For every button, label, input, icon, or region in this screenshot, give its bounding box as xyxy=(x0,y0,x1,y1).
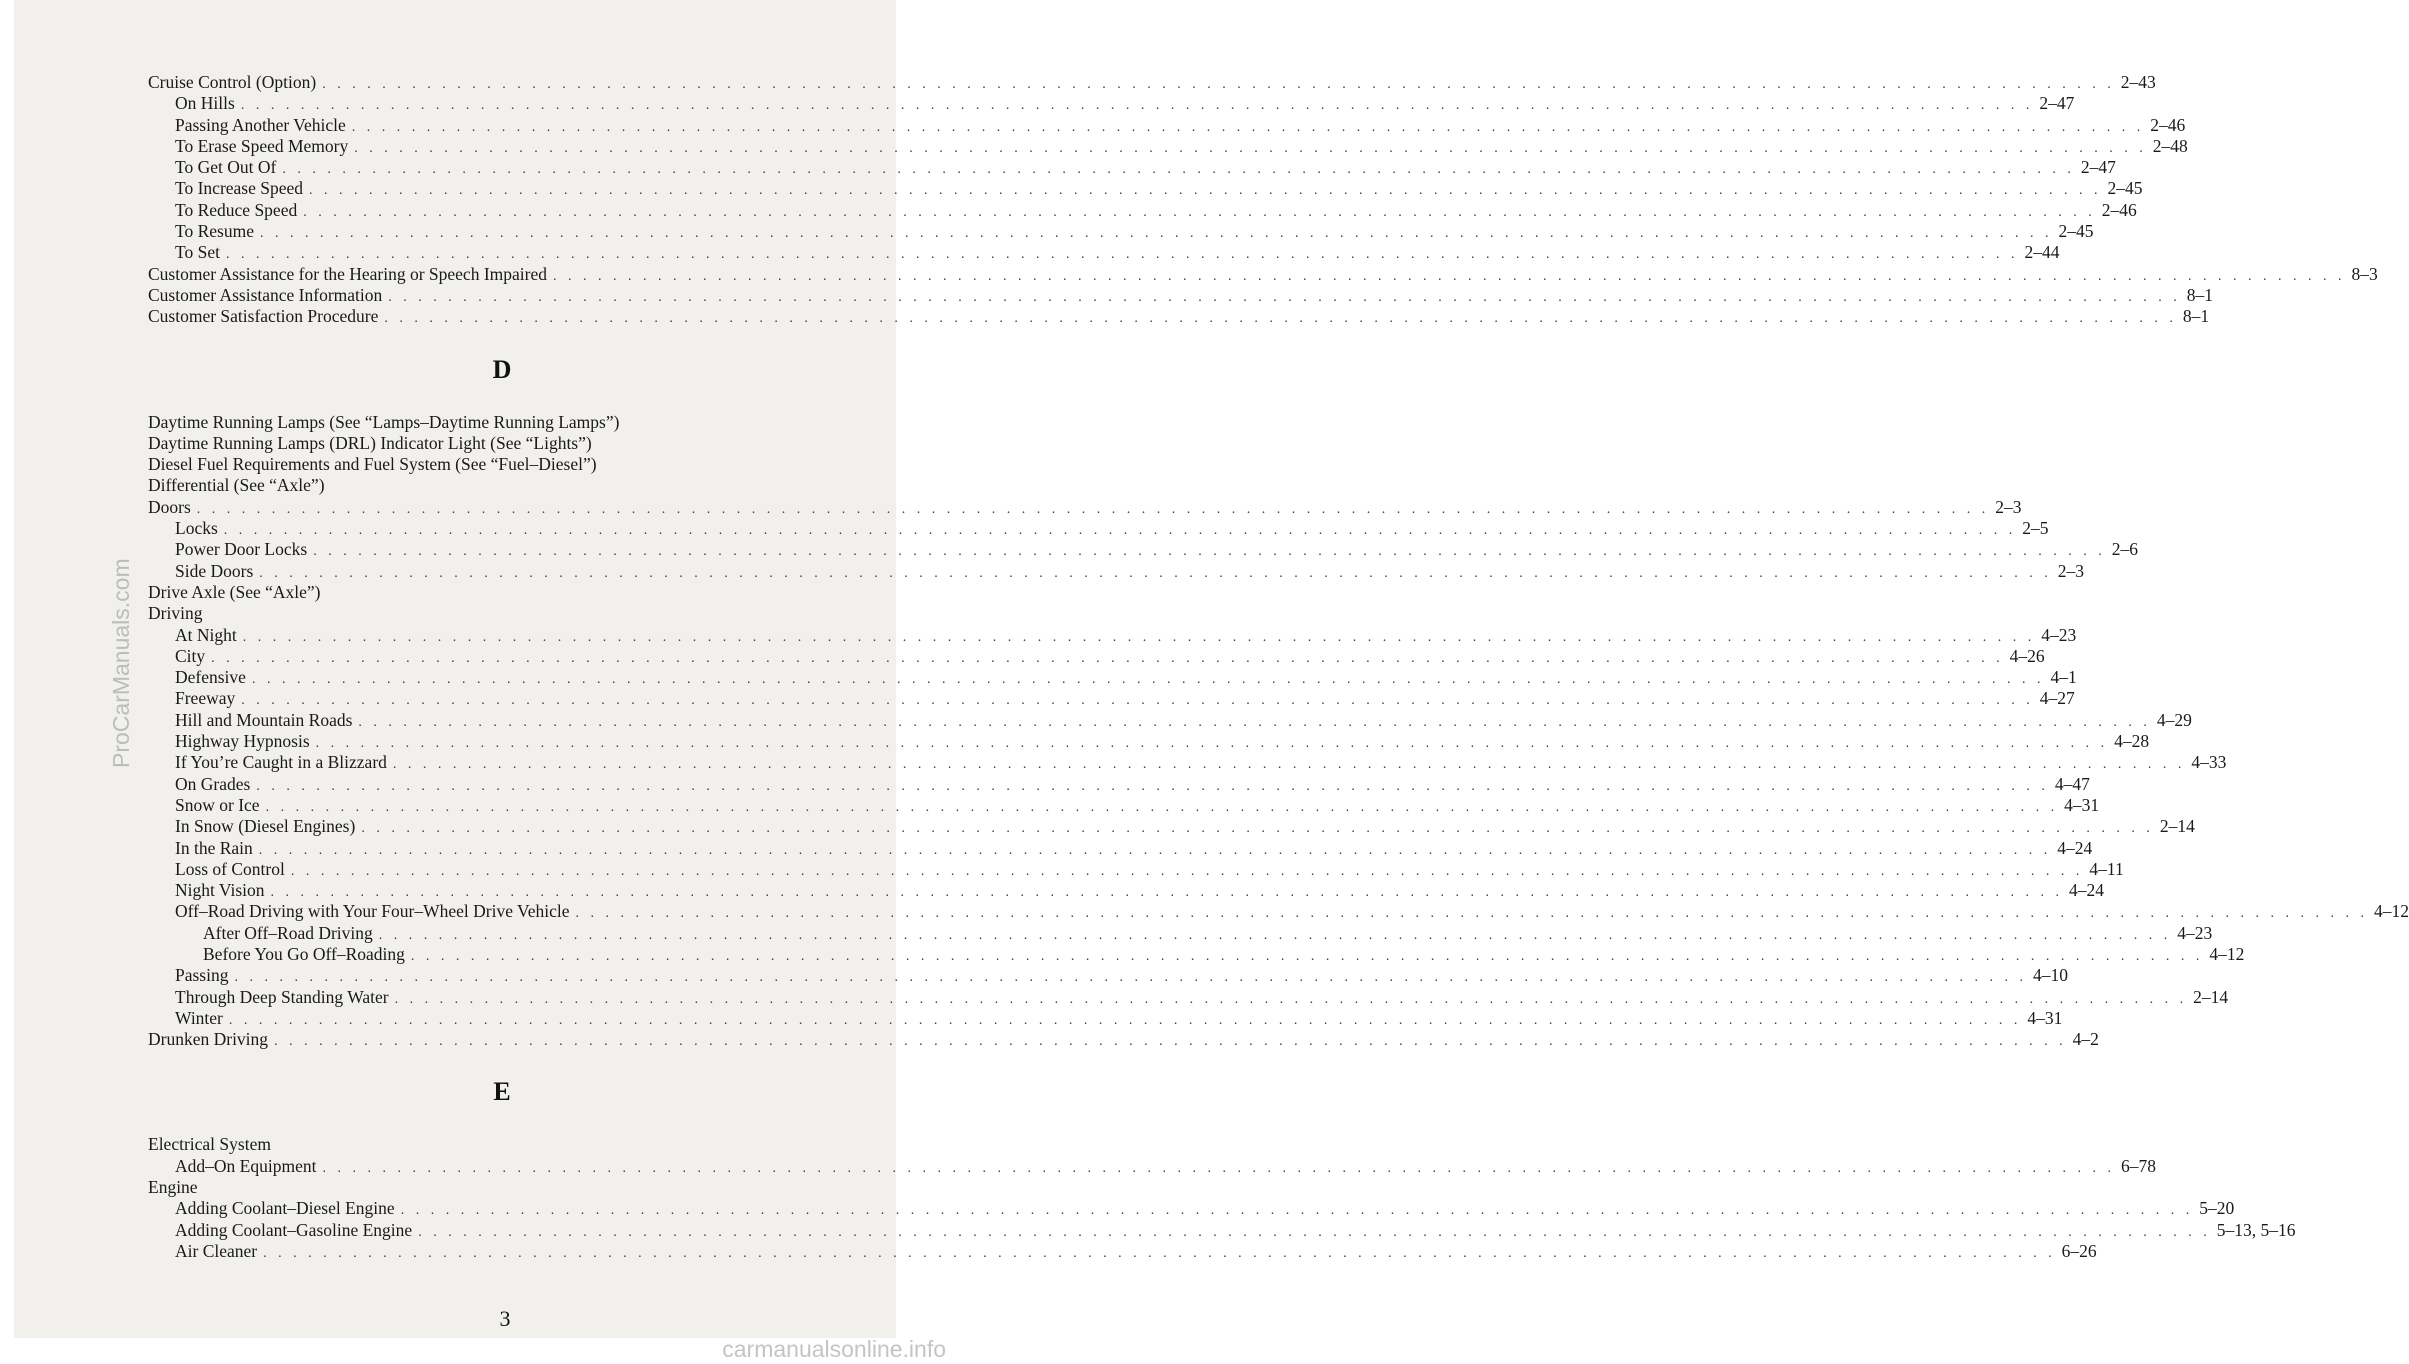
index-entry xyxy=(148,284,2214,306)
entry-page-ref: 4–31 xyxy=(2027,1007,2063,1028)
entry-page-ref: 4–26 xyxy=(2009,645,2045,666)
entry-label: Cruise Control (Option) xyxy=(148,72,317,92)
entry-page-ref: 2–47 xyxy=(2039,93,2075,114)
dot-leader: . . . . . . . . . . . . . . . . . . . . . . . . . . . . . . . . . . . . . . . . . . . . . . . . . . . . . . . . . . . . . . . . . . . . . . . . . . . . . . . . . . . . . . . . . . . . . . . . . . . . . . . . . . . . . . . . . . . . . . . . xyxy=(259,565,2052,581)
entry-label: Daytime Running Lamps (DRL) Indicator Light (See “Lights”) xyxy=(148,432,592,453)
entry-page-ref: 4–11 xyxy=(2089,858,2124,879)
entry-label: Highway Hypnosis xyxy=(175,731,310,752)
dot-leader: . . . . . . . . . . . . . . . . . . . . . . . . . . . . . . . . . . . . . . . . . . . . . . . . . . . . . . . . . . . . . . . . . . . . . . . . . . . . . . . . . . . . . . . . . . . . . . . . . . . . . . . . . . . . . . . . . . . . . . . . xyxy=(392,757,2186,773)
entry-page-ref: 4–27 xyxy=(2039,688,2075,709)
entry-label: Daytime Running Lamps (See “Lamps–Daytime Running Lamps”) xyxy=(148,411,620,432)
dot-leader: . . . . . . . . . . . . . . . . . . . . . . . . . . . . . . . . . . . . . . . . . . . . . . . . . . . . . . . . . . . . . . . . . . . . . . . . . . . . . . . . . . . . . . . . . . . . . . . . . . . . . . . . . . . . . . . . . . . . . . . . xyxy=(394,991,2188,1007)
entry-page-ref: 4–28 xyxy=(2114,731,2150,752)
entry-label: Power Door Locks xyxy=(175,539,308,560)
entry-page-ref: 4–23 xyxy=(2177,922,2213,943)
dot-leader: . . . . . . . . . . . . . . . . . . . . . . . . . . . . . . . . . . . . . . . . . . . . . . . . . . . . . . . . . . . . . . . . . . . . . . . . . . . . . . . . . . . . . . . . . . . . . . . . . . . . . . . . . . . . . . . . . . . . . . . . xyxy=(259,226,2053,242)
entry-label: Hill and Mountain Roads xyxy=(175,709,353,730)
entry-page-ref: 2–14 xyxy=(2159,816,2195,837)
dot-leader: . . . . . . . . . . . . . . . . . . . . . . . . . . . . . . . . . . . . . . . . . . . . . . . . . . . . . . . . . . . . . . . . . . . . . . . . . . . . . . . . . . . . . . . . . . . . . . . . . . . . . . . . . . . . . . . . . . . . . . . . xyxy=(263,1245,2056,1261)
watermark-procarmanuals: ProCarManuals.com xyxy=(108,558,134,768)
entry-page-ref: 4–24 xyxy=(2057,837,2093,858)
entry-label: Passing xyxy=(175,965,229,986)
section-letter: E xyxy=(493,1077,511,1107)
entry-page-ref: 8–1 xyxy=(2182,306,2210,327)
index-entry xyxy=(148,199,2137,221)
index-entry xyxy=(148,1219,2296,1241)
entry-page-ref: 2–48 xyxy=(2152,135,2188,156)
entry-page-ref: 2–47 xyxy=(2080,157,2116,178)
index-entry xyxy=(148,539,2138,560)
entry-page-ref: 4–31 xyxy=(2064,794,2100,815)
entry-label: City xyxy=(175,645,206,666)
dot-leader: . . . . . . . . . . . . . . . . . . . . . . . . . . . . . . . . . . . . . . . . . . . . . . . . . . . . . . . . . . . . . . . . . . . . . . . . . . . . . . . . . . . . . . . . . . . . . . . . . . . . . . . . . . . . . . . . . . . . . . . . xyxy=(309,183,2102,199)
dot-leader: . . . . . . . . . . . . . . . . . . . . . . . . . . . . . . . . . . . . . . . . . . . . . . . . . . . . . . . . . . . . . . . . . . . . . . . . . . . . . . . . . . . . . . . . . . . . . . . . . . . . . . . . . . . . . . . . . . . . . . . . xyxy=(400,1203,2194,1219)
index-entry xyxy=(148,1134,856,1155)
index-entry xyxy=(148,943,2245,965)
entry-page-ref: 4–33 xyxy=(2191,752,2227,773)
index-entry xyxy=(148,157,2116,178)
entry-page-ref: 6–78 xyxy=(2120,1155,2156,1176)
index-entry xyxy=(148,603,856,624)
entry-label: If You’re Caught in a Blizzard xyxy=(175,752,387,773)
dot-leader: . . . . . . . . . . . . . . . . . . . . . . . . . . . . . . . . . . . . . . . . . . . . . . . . . . . . . . . . . . . . . . . . . . . . . . . . . . . . . . . . . . . . . . . . . . . . . . . . . . . . . . . . . . . . . . . . . . . . . . . . xyxy=(223,523,2017,539)
dot-leader: . . . . . . . . . . . . . . . . . . . . . . . . . . . . . . . . . . . . . . . . . . . . . . . . . . . . . . . . . . . . . . . . . . . . . . . . . . . . . . . . . . . . . . . . . . . . . . . . . . . . . . . . . . . . . . . . . . . . . . . . xyxy=(354,140,2147,156)
index-entry xyxy=(148,731,2150,752)
entry-page-ref: 2–44 xyxy=(2024,242,2060,263)
dot-leader: . . . . . . . . . . . . . . . . . . . . . . . . . . . . . . . . . . . . . . . . . . . . . . . . . . . . . . . . . . . . . . . . . . . . . . . . . . . . . . . . . . . . . . . . . . . . . . . . . . . . . . . . . . . . . . . . . . . . . . . . xyxy=(322,77,2115,92)
dot-leader: . . . . . . . . . . . . . . . . . . . . . . . . . . . . . . . . . . . . . . . . . . . . . . . . . . . . . . . . . . . . . . . . . . . . . . . . . . . . . . . . . . . . . . . . . . . . . . . . . . . . . . . . . . . . . . . . . . . . . . . . xyxy=(251,672,2045,688)
entry-label: Customer Satisfaction Procedure xyxy=(148,306,379,327)
entry-page-ref: 2–45 xyxy=(2058,221,2094,242)
entry-label: Driving xyxy=(148,603,203,624)
watermark-carmanualsonline: carmanualsonline.info xyxy=(722,1336,946,1362)
entry-label: Adding Coolant–Gasoline Engine xyxy=(175,1219,413,1240)
entry-label: Customer Assistance for the Hearing or Speech Impaired xyxy=(148,263,547,284)
index-entry xyxy=(148,518,2049,539)
dot-leader: . . . . . . . . . . . . . . . . . . . . . . . . . . . . . . . . . . . . . . . . . . . . . . . . . . . . . . . . . . . . . . . . . . . . . . . . . . . . . . . . . . . . . . . . . . . . . . . . . . . . . . . . . . . . . . . . . . . . . . . . xyxy=(351,119,2145,135)
index-content xyxy=(148,72,2409,1262)
dot-leader: . . . . . . . . . . . . . . . . . . . . . . . . . . . . . . . . . . . . . . . . . . . . . . . . . . . . . . . . . . . . . . . . . . . . . . . . . . . . . . . . . . . . . . . . . . . . . . . . . . . . . . . . . . . . . . . . . . . . . . . . xyxy=(270,885,2064,901)
entry-label: Adding Coolant–Diesel Engine xyxy=(175,1198,395,1219)
index-entry xyxy=(148,263,2378,285)
index-entry xyxy=(148,688,2075,709)
dot-leader: . . . . . . . . . . . . . . . . . . . . . . . . . . . . . . . . . . . . . . . . . . . . . . . . . . . . . . . . . . . . . . . . . . . . . . . . . . . . . . . . . . . . . . . . . . . . . . . . . . . . . . . . . . . . . . . . . . . . . . . . xyxy=(234,970,2027,986)
entry-label: On Hills xyxy=(175,93,235,114)
dot-leader: . . . . . . . . . . . . . . . . . . . . . . . . . . . . . . . . . . . . . . . . . . . . . . . . . . . . . . . . . . . . . . . . . . . . . . . . . . . . . . . . . . . . . . . . . . . . . . . . . . . . . . . . . . . . . . . . . . . . . . . . xyxy=(410,948,2204,964)
dot-leader: . . . . . . . . . . . . . . . . . . . . . . . . . . . . . . . . . . . . . . . . . . . . . . . . . . . . . . . . . . . . . . . . . . . . . . . . . . . . . . . . . . . . . . . . . . . . . . . . . . . . . . . . . . . . . . . . . . . . . . . . xyxy=(196,501,1990,517)
entry-label: Night Vision xyxy=(175,880,265,901)
entry-label: Before You Go Off–Roading xyxy=(203,943,405,964)
dot-leader: . . . . . . . . . . . . . . . . . . . . . . . . . . . . . . . . . . . . . . . . . . . . . . . . . . . . . . . . . . . . . . . . . . . . . . . . . . . . . . . . . . . . . . . . . . . . . . . . . . . . . . . . . . . . . . . . . . . . . . . . xyxy=(265,799,2059,815)
entry-page-ref: 2–5 xyxy=(2022,518,2049,539)
index-entry xyxy=(148,496,2022,518)
entry-page-ref: 4–23 xyxy=(2041,624,2077,645)
entry-label: Passing Another Vehicle xyxy=(175,114,346,135)
index-entry xyxy=(148,454,856,475)
dot-leader: . . . . . . . . . . . . . . . . . . . . . . . . . . . . . . . . . . . . . . . . . . . . . . . . . . . . . . . . . . . . . . . . . . . . . . . . . . . . . . . . . . . . . . . . . . . . . . . . . . . . . . . . . . . . . . . . . . . . . . . . xyxy=(282,162,2075,178)
dot-leader: . . . . . . . . . . . . . . . . . . . . . . . . . . . . . . . . . . . . . . . . . . . . . . . . . . . . . . . . . . . . . . . . . . . . . . . . . . . . . . . . . . . . . . . . . . . . . . . . . . . . . . . . . . . . . . . . . . . . . . . . xyxy=(575,906,2369,922)
dot-leader: . . . . . . . . . . . . . . . . . . . . . . . . . . . . . . . . . . . . . . . . . . . . . . . . . . . . . . . . . . . . . . . . . . . . . . . . . . . . . . . . . . . . . . . . . . . . . . . . . . . . . . . . . . . . . . . . . . . . . . . . xyxy=(552,268,2346,284)
dot-leader: . . . . . . . . . . . . . . . . . . . . . . . . . . . . . . . . . . . . . . . . . . . . . . . . . . . . . . . . . . . . . . . . . . . . . . . . . . . . . . . . . . . . . . . . . . . . . . . . . . . . . . . . . . . . . . . . . . . . . . . . xyxy=(303,204,2096,220)
index-entry xyxy=(148,837,2093,859)
index-entry xyxy=(148,221,2094,242)
dot-leader: . . . . . . . . . . . . . . . . . . . . . . . . . . . . . . . . . . . . . . . . . . . . . . . . . . . . . . . . . . . . . . . . . . . . . . . . . . . . . . . . . . . . . . . . . . . . . . . . . . . . . . . . . . . . . . . . . . . . . . . . xyxy=(313,544,2106,560)
dot-leader: . . . . . . . . . . . . . . . . . . . . . . . . . . . . . . . . . . . . . . . . . . . . . . . . . . . . . . . . . . . . . . . . . . . . . . . . . . . . . . . . . . . . . . . . . . . . . . . . . . . . . . . . . . . . . . . . . . . . . . . . xyxy=(358,714,2151,730)
index-entry xyxy=(148,114,2186,136)
entry-label: Locks xyxy=(175,518,218,539)
entry-page-ref: 2–45 xyxy=(2107,178,2143,199)
entry-label: After Off–Road Driving xyxy=(203,922,373,943)
entry-page-ref: 4–12 xyxy=(2209,943,2245,964)
entry-label: Off–Road Driving with Your Four–Wheel Drive Vehicle xyxy=(175,901,570,922)
index-entry xyxy=(148,709,2192,731)
index-entry xyxy=(148,1007,2063,1029)
index-entry xyxy=(148,1177,856,1198)
index-entry xyxy=(148,1240,2097,1262)
index-entry xyxy=(148,412,856,433)
entry-page-ref: 2–14 xyxy=(2193,986,2229,1007)
index-entry xyxy=(148,965,2068,986)
index-entry xyxy=(148,582,856,603)
index-entry xyxy=(148,93,2075,114)
entry-label: Customer Assistance Information xyxy=(148,284,383,305)
dot-leader: . . . . . . . . . . . . . . . . . . . . . . . . . . . . . . . . . . . . . . . . . . . . . . . . . . . . . . . . . . . . . . . . . . . . . . . . . . . . . . . . . . . . . . . . . . . . . . . . . . . . . . . . . . . . . . . . . . . . . . . . xyxy=(315,736,2109,752)
index-entry xyxy=(148,667,2077,688)
entry-label: To Get Out Of xyxy=(175,157,277,178)
dot-leader: . . . . . . . . . . . . . . . . . . . . . . . . . . . . . . . . . . . . . . . . . . . . . . . . . . . . . . . . . . . . . . . . . . . . . . . . . . . . . . . . . . . . . . . . . . . . . . . . . . . . . . . . . . . . . . . . . . . . . . . . xyxy=(384,311,2177,327)
entry-page-ref: 4–24 xyxy=(2069,880,2105,901)
entry-label: On Grades xyxy=(175,773,251,794)
index-entry xyxy=(148,986,2229,1008)
page-number: 3 xyxy=(499,1306,511,1331)
entry-page-ref: 5–13, 5–16 xyxy=(2216,1219,2296,1240)
entry-page-ref: 4–29 xyxy=(2156,709,2192,730)
section-letter: D xyxy=(492,354,512,384)
index-entry xyxy=(148,1029,2099,1050)
entry-page-ref: 2–6 xyxy=(2111,539,2138,560)
entry-label: Freeway xyxy=(175,688,236,709)
dot-leader: . . . . . . . . . . . . . . . . . . . . . . . . . . . . . . . . . . . . . . . . . . . . . . . . . . . . . . . . . . . . . . . . . . . . . . . . . . . . . . . . . . . . . . . . . . . . . . . . . . . . . . . . . . . . . . . . . . . . . . . . xyxy=(242,629,2036,645)
entry-page-ref: 4–10 xyxy=(2032,965,2068,986)
entry-page-ref: 2–43 xyxy=(2120,72,2156,92)
entry-label: To Reduce Speed xyxy=(175,199,298,220)
entry-page-ref: 6–26 xyxy=(2061,1240,2097,1261)
entry-label: Differential (See “Axle”) xyxy=(148,475,325,496)
entry-page-ref: 2–3 xyxy=(1995,496,2022,517)
index-entry xyxy=(148,475,856,496)
entry-page-ref: 4–47 xyxy=(2054,773,2090,794)
entry-label: To Increase Speed xyxy=(175,178,304,199)
dot-leader: . . . . . . . . . . . . . . . . . . . . . . . . . . . . . . . . . . . . . . . . . . . . . . . . . . . . . . . . . . . . . . . . . . . . . . . . . . . . . . . . . . . . . . . . . . . . . . . . . . . . . . . . . . . . . . . . . . . . . . . . xyxy=(258,842,2052,858)
entry-label: In the Rain xyxy=(175,837,253,858)
entry-page-ref: 5–20 xyxy=(2199,1198,2235,1219)
entry-label: Air Cleaner xyxy=(175,1240,258,1261)
index-entry xyxy=(148,816,2195,837)
index-entry xyxy=(148,72,2156,93)
entry-page-ref: 2–46 xyxy=(2101,199,2137,220)
entry-page-ref: 8–1 xyxy=(2186,284,2214,305)
entry-label: To Set xyxy=(175,242,220,263)
entry-page-ref: 4–2 xyxy=(2072,1029,2099,1050)
entry-label: Defensive xyxy=(175,667,246,688)
dot-leader: . . . . . . . . . . . . . . . . . . . . . . . . . . . . . . . . . . . . . . . . . . . . . . . . . . . . . . . . . . . . . . . . . . . . . . . . . . . . . . . . . . . . . . . . . . . . . . . . . . . . . . . . . . . . . . . . . . . . . . . . xyxy=(225,247,2019,263)
entry-page-ref: 4–12 xyxy=(2374,901,2409,922)
entry-label: Side Doors xyxy=(175,560,254,581)
index-entry xyxy=(148,752,2227,773)
dot-leader: . . . . . . . . . . . . . . . . . . . . . . . . . . . . . . . . . . . . . . . . . . . . . . . . . . . . . . . . . . . . . . . . . . . . . . . . . . . . . . . . . . . . . . . . . . . . . . . . . . . . . . . . . . . . . . . . . . . . . . . . xyxy=(256,778,2049,794)
entry-label: Drive Axle (See “Axle”) xyxy=(148,581,321,602)
entry-label: Electrical System xyxy=(148,1134,271,1155)
entry-label: Loss of Control xyxy=(175,858,285,879)
entry-label: At Night xyxy=(175,624,237,645)
index-entry xyxy=(148,1155,2156,1177)
entry-label: Add–On Equipment xyxy=(175,1155,317,1176)
entry-page-ref: 8–3 xyxy=(2351,263,2378,284)
entry-label: To Erase Speed Memory xyxy=(175,135,349,156)
entry-page-ref: 4–1 xyxy=(2050,667,2077,688)
entry-label: Doors xyxy=(148,496,191,517)
index-entry xyxy=(148,794,2100,816)
entry-page-ref: 2–46 xyxy=(2150,114,2186,135)
index-entry xyxy=(148,773,2090,795)
dot-leader: . . . . . . . . . . . . . . . . . . . . . . . . . . . . . . . . . . . . . . . . . . . . . . . . . . . . . . . . . . . . . . . . . . . . . . . . . . . . . . . . . . . . . . . . . . . . . . . . . . . . . . . . . . . . . . . . . . . . . . . . xyxy=(290,863,2084,879)
entry-label: In Snow (Diesel Engines) xyxy=(175,816,356,837)
index-entry xyxy=(148,858,2124,880)
entry-label: Snow or Ice xyxy=(175,794,260,815)
dot-leader: . . . . . . . . . . . . . . . . . . . . . . . . . . . . . . . . . . . . . . . . . . . . . . . . . . . . . . . . . . . . . . . . . . . . . . . . . . . . . . . . . . . . . . . . . . . . . . . . . . . . . . . . . . . . . . . . . . . . . . . . xyxy=(388,289,2181,305)
dot-leader: . . . . . . . . . . . . . . . . . . . . . . . . . . . . . . . . . . . . . . . . . . . . . . . . . . . . . . . . . . . . . . . . . . . . . . . . . . . . . . . . . . . . . . . . . . . . . . . . . . . . . . . . . . . . . . . . . . . . . . . . xyxy=(378,927,2172,943)
index-entry xyxy=(148,135,2188,157)
entry-label: Diesel Fuel Requirements and Fuel System (See “Fuel–Diesel”) xyxy=(148,454,597,475)
index-entry xyxy=(148,1198,2235,1219)
index-entry xyxy=(148,922,2213,944)
entry-label: To Resume xyxy=(175,221,254,242)
index-entry xyxy=(148,242,2060,263)
dot-leader: . . . . . . . . . . . . . . . . . . . . . . . . . . . . . . . . . . . . . . . . . . . . . . . . . . . . . . . . . . . . . . . . . . . . . . . . . . . . . . . . . . . . . . . . . . . . . . . . . . . . . . . . . . . . . . . . . . . . . . . . xyxy=(241,693,2034,709)
dot-leader: . . . . . . . . . . . . . . . . . . . . . . . . . . . . . . . . . . . . . . . . . . . . . . . . . . . . . . . . . . . . . . . . . . . . . . . . . . . . . . . . . . . . . . . . . . . . . . . . . . . . . . . . . . . . . . . . . . . . . . . . xyxy=(211,650,2004,666)
entry-label: Engine xyxy=(148,1177,198,1198)
entry-page-ref: 2–3 xyxy=(2057,560,2085,581)
entry-label: Winter xyxy=(175,1007,223,1028)
index-entry xyxy=(148,645,2045,667)
index-entry xyxy=(148,560,2085,582)
entry-label: Drunken Driving xyxy=(148,1029,269,1050)
index-entry xyxy=(148,433,856,454)
entry-label: Through Deep Standing Water xyxy=(175,986,389,1007)
index-entry xyxy=(148,880,2105,901)
dot-leader: . . . . . . . . . . . . . . . . . . . . . . . . . . . . . . . . . . . . . . . . . . . . . . . . . . . . . . . . . . . . . . . . . . . . . . . . . . . . . . . . . . . . . . . . . . . . . . . . . . . . . . . . . . . . . . . . . . . . . . . . xyxy=(240,98,2034,114)
dot-leader: . . . . . . . . . . . . . . . . . . . . . . . . . . . . . . . . . . . . . . . . . . . . . . . . . . . . . . . . . . . . . . . . . . . . . . . . . . . . . . . . . . . . . . . . . . . . . . . . . . . . . . . . . . . . . . . . . . . . . . . . xyxy=(361,821,2154,837)
index-entry xyxy=(148,178,2143,199)
dot-leader: . . . . . . . . . . . . . . . . . . . . . . . . . . . . . . . . . . . . . . . . . . . . . . . . . . . . . . . . . . . . . . . . . . . . . . . . . . . . . . . . . . . . . . . . . . . . . . . . . . . . . . . . . . . . . . . . . . . . . . . . xyxy=(274,1034,2067,1050)
index-entry xyxy=(148,306,2210,327)
index-entry xyxy=(148,901,2409,922)
dot-leader: . . . . . . . . . . . . . . . . . . . . . . . . . . . . . . . . . . . . . . . . . . . . . . . . . . . . . . . . . . . . . . . . . . . . . . . . . . . . . . . . . . . . . . . . . . . . . . . . . . . . . . . . . . . . . . . . . . . . . . . . xyxy=(418,1224,2211,1240)
index-entry xyxy=(148,624,2077,646)
dot-leader: . . . . . . . . . . . . . . . . . . . . . . . . . . . . . . . . . . . . . . . . . . . . . . . . . . . . . . . . . . . . . . . . . . . . . . . . . . . . . . . . . . . . . . . . . . . . . . . . . . . . . . . . . . . . . . . . . . . . . . . . xyxy=(228,1012,2022,1028)
dot-leader: . . . . . . . . . . . . . . . . . . . . . . . . . . . . . . . . . . . . . . . . . . . . . . . . . . . . . . . . . . . . . . . . . . . . . . . . . . . . . . . . . . . . . . . . . . . . . . . . . . . . . . . . . . . . . . . . . . . . . . . . xyxy=(322,1160,2115,1176)
